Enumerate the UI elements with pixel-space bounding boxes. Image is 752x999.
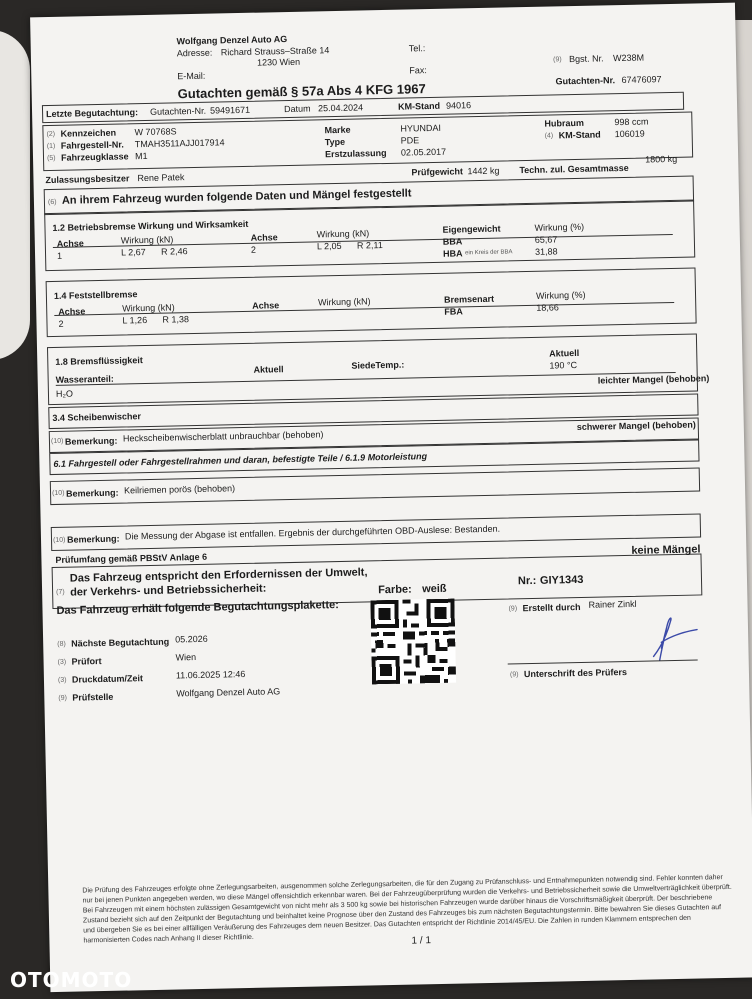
gutachten-value: 67476097 xyxy=(621,74,662,86)
legal-disclaimer: Die Prüfung des Fahrzeuges erfolgte ohne Zerlegungsarbeiten, ausgenommen solche Zerlegungsarbeiten, die für den Zugang zu Prüfanschluss- und Entnahmepunkten notwendig sind. Fehler konnten daher nur bei jenen Punkten angegeben werden, wo diese Mängel offensichtlich erkennbar waren. Bei der Fahrzeugüberprüfung wurden die Verkehrs- und Betriebssicherheit sowie die Umweltverträglichkeit überprüft. Bei Fahrzeugen mit einem höchsten zulässigen Gesamtgewicht von nicht mehr als 3 500 kg sowie bei historischen Fahrzeugen wurde darüber hinaus die Vorschriftsmäßigkeit überprüft. Der beschriebene Zustand bezieht sich auf den Zeitpunkt der Begutachtung und beinhaltet keine Prognose über den Zustand des Fahrzeuges bis zum nächsten Begutachtungstermin. Bitte bewahren Sie dieses Gutachten auf und übergeben Sie es bei einer allfälligen Veräußerung des Fahrzeuges dem neuen Besitzer. Das Gutachten entspricht der Richtlinie 2014/45/EU. Die Zahlen in runden Klammern entsprechen den harmonisierten Codes nach Anhang II dieser Richtlinie. xyxy=(82,874,732,945)
pruefort-code: (3) xyxy=(57,658,67,666)
s12-hba-note: ein Kreis der BBA xyxy=(465,249,513,257)
s12-wirkung-label: Wirkung (kN) xyxy=(120,234,174,246)
s14-achse: 2 xyxy=(58,318,64,329)
defects-code: (6) xyxy=(47,198,57,207)
result-line1: Das Fahrzeug entspricht den Erfordernissen der Umwelt, xyxy=(69,566,368,585)
hubraum-label: Hubraum xyxy=(544,117,585,129)
fin-value: TMAH3511AJJ017914 xyxy=(134,137,225,150)
s14-title: 1.4 Feststellbremse xyxy=(53,289,138,301)
s12-a1-left: L 2,67 xyxy=(120,247,146,258)
last-km-label: KM-Stand xyxy=(397,100,441,112)
s14-wirkung2-label: Wirkung (kN) xyxy=(318,296,371,308)
s61-bem-label: Bemerkung: xyxy=(65,487,119,499)
s12-bba-label: BBA xyxy=(442,236,463,247)
kennzeichen-code: (2) xyxy=(46,130,56,139)
erstzulassung-label: Erstzulassung xyxy=(324,147,387,160)
company-name: Wolfgang Denzel Auto AG xyxy=(176,34,288,47)
kennzeichen-value: W 70768S xyxy=(134,126,177,138)
stelle-label: Prüfstelle xyxy=(72,691,114,703)
s18-aktuell-label: Aktuell xyxy=(253,364,284,375)
s12-achse-label: Achse xyxy=(56,238,84,249)
s14-fba-label: FBA xyxy=(444,306,463,317)
s14-left: L 1,26 xyxy=(122,314,148,326)
s14-art-label: Bremsenart xyxy=(443,293,495,305)
s18-wasser-label: Wasseranteil: xyxy=(55,373,114,385)
farbe-value: weiß xyxy=(422,582,447,596)
type-label: Type xyxy=(324,136,346,148)
last-km-value: 94016 xyxy=(445,100,472,111)
s61-title: 6.1 Fahrgestell oder Fahrgestellrahmen und daran, befestigte Teile / 6.1.9 Motorleistung xyxy=(53,451,428,469)
report-title: Gutachten gemäß § 57a Abs 4 KFG 1967 xyxy=(177,81,426,102)
signature-icon xyxy=(631,605,702,666)
kennzeichen-label: Kennzeichen xyxy=(60,127,117,139)
last-label: Letzte Begutachtung: xyxy=(46,107,139,120)
druck-code: (3) xyxy=(57,676,67,684)
besitzer-label: Zulassungsbesitzer xyxy=(45,173,130,186)
s18-h2o: H₂O xyxy=(55,388,74,399)
last-date-label: Datum xyxy=(283,103,311,115)
s14-achse2-label: Achse xyxy=(252,300,280,311)
address-label: Adresse: xyxy=(176,47,213,59)
s34-mangel: schwerer Mangel (behoben) xyxy=(576,419,696,433)
s14-right: R 1,38 xyxy=(162,314,190,325)
erstellt-code: (9) xyxy=(508,605,518,613)
s18-siede-label: SiedeTemp.: xyxy=(351,359,405,371)
address-street: Richard Strauss–Straße 14 xyxy=(220,45,330,58)
obd-bem-label: Bemerkung: xyxy=(66,533,120,545)
s12-a2-right: R 2,11 xyxy=(356,240,383,251)
marke-value: HYUNDAI xyxy=(400,122,442,134)
gesamtmasse-value: 1800 kg xyxy=(645,153,678,165)
keine-maengel: keine Mängel xyxy=(631,543,701,557)
s12-a2-left: L 2,05 xyxy=(316,240,342,252)
plakette-nr-label: Nr.: xyxy=(517,574,537,588)
s12-a2: 2 xyxy=(250,244,257,255)
naechste-label: Nächste Begutachtung xyxy=(71,636,170,649)
s12-a1-right: R 2,46 xyxy=(160,246,188,257)
gesamtmasse-label: Techn. zul. Gesamtmasse xyxy=(519,162,629,176)
pruefumfang: Prüfumfang gemäß PBStV Anlage 6 xyxy=(55,551,208,565)
stelle-value: Wolfgang Denzel Auto AG xyxy=(176,686,281,699)
klasse-label: Fahrzeugklasse xyxy=(60,151,129,163)
besitzer-value: Rene Patek xyxy=(137,172,185,184)
s18-title: 1.8 Bremsflüssigkeit xyxy=(55,355,143,367)
s12-hba-label: HBA xyxy=(443,248,463,259)
plakette-nr-value: GIY1343 xyxy=(539,573,584,587)
fax-label: Fax: xyxy=(409,65,427,76)
plakette-label: Das Fahrzeug erhält folgende Begutachtungsplakette: xyxy=(56,599,339,617)
last-nr-value: 59491671 xyxy=(209,104,251,116)
druck-label: Druckdatum/Zeit xyxy=(71,673,144,685)
klasse-value: M1 xyxy=(134,150,148,162)
pruefort-value: Wien xyxy=(175,652,197,663)
s12-bba-value: 65,67 xyxy=(534,234,558,245)
address-city: 1230 Wien xyxy=(256,56,301,68)
pruefgewicht-value: 1442 kg xyxy=(467,165,500,177)
s18-mangel: leichter Mangel (behoben) xyxy=(597,373,710,386)
bgst-label: Bgst. Nr. xyxy=(568,53,604,65)
fin-label: Fahrgestell-Nr. xyxy=(60,139,124,151)
pruefort-label: Prüfort xyxy=(71,656,102,667)
hubraum-value: 998 ccm xyxy=(614,116,649,128)
km-code: (4) xyxy=(544,132,554,140)
gutachten-label: Gutachten-Nr. xyxy=(555,75,616,87)
erstzulassung-value: 02.05.2017 xyxy=(400,146,447,158)
marke-label: Marke xyxy=(324,124,351,136)
s12-eigen-label: Eigengewicht xyxy=(442,223,501,235)
pruefgewicht-label: Prüfgewicht xyxy=(411,166,464,178)
s14-fba-value: 18,66 xyxy=(536,302,559,313)
s12-wirkung2-label: Wirkung (kN) xyxy=(316,228,370,240)
s34-code: (10) xyxy=(50,437,64,446)
s18-temp: 190 °C xyxy=(549,360,578,371)
obd-code: (10) xyxy=(52,536,66,545)
last-date-value: 25.04.2024 xyxy=(317,102,364,114)
defects-title: An ihrem Fahrzeug wurden folgende Daten und Mängel festgestellt xyxy=(61,187,412,207)
s12-a1: 1 xyxy=(56,250,63,261)
inspection-report xyxy=(30,3,752,993)
s14-wirkung-label: Wirkung (kN) xyxy=(122,302,175,314)
s34-bem-value: Heckscheibenwischerblatt unbrauchbar (behoben) xyxy=(122,429,324,444)
fin-code: (1) xyxy=(46,142,56,151)
result-line2: der Verkehrs- und Betriebssicherheit: xyxy=(70,582,267,599)
s12-hba-value: 31,88 xyxy=(534,246,558,257)
background-sheet xyxy=(0,30,30,360)
result-code: (7) xyxy=(56,588,65,596)
page-number: 1 / 1 xyxy=(411,935,432,947)
obd-bem-value: Die Messung der Abgase ist entfallen. Ergebnis der durchgeführten OBD-Auslese: Bestanden. xyxy=(124,523,501,542)
s12-title: 1.2 Betriebsbremse Wirkung und Wirksamkeit xyxy=(52,218,249,233)
email-label: E-Mail: xyxy=(177,70,206,82)
erstellt-label: Erstellt durch xyxy=(522,601,581,614)
watermark-logo: OTOMOTO xyxy=(10,968,133,992)
klasse-code: (5) xyxy=(46,154,56,163)
s18-aktuell2-label: Aktuell xyxy=(549,347,580,359)
stelle-code: (9) xyxy=(58,694,67,702)
km-value: 106019 xyxy=(614,128,645,140)
bgst-code: (9) xyxy=(553,56,562,64)
tel-label: Tel.: xyxy=(408,43,426,54)
s12-pct-label: Wirkung (%) xyxy=(534,221,585,233)
s34-title: 3.4 Scheibenwischer xyxy=(52,411,142,423)
s14-achse-label: Achse xyxy=(58,306,86,317)
km-label: KM-Stand xyxy=(558,129,601,141)
type-value: PDE xyxy=(400,135,420,146)
s12-achse2-label: Achse xyxy=(250,232,278,243)
s34-bem-label: Bemerkung: xyxy=(64,435,118,447)
unterschrift-code: (9) xyxy=(509,671,519,679)
naechste-code: (8) xyxy=(57,640,66,648)
s61-code: (10) xyxy=(51,489,65,498)
druck-value: 11.06.2025 12:46 xyxy=(175,669,246,681)
erstellt-value: Rainer Zinkl xyxy=(588,598,637,610)
bgst-value: W238M xyxy=(612,52,645,64)
s61-bem-value: Keilriemen porös (behoben) xyxy=(123,483,236,496)
qr-code-icon xyxy=(370,599,456,685)
naechste-value: 05.2026 xyxy=(175,633,208,645)
s14-pct-label: Wirkung (%) xyxy=(535,289,586,301)
farbe-label: Farbe: xyxy=(378,583,412,597)
last-nr-label: Gutachten-Nr. xyxy=(149,105,207,117)
unterschrift-label: Unterschrift des Prüfers xyxy=(523,667,628,680)
